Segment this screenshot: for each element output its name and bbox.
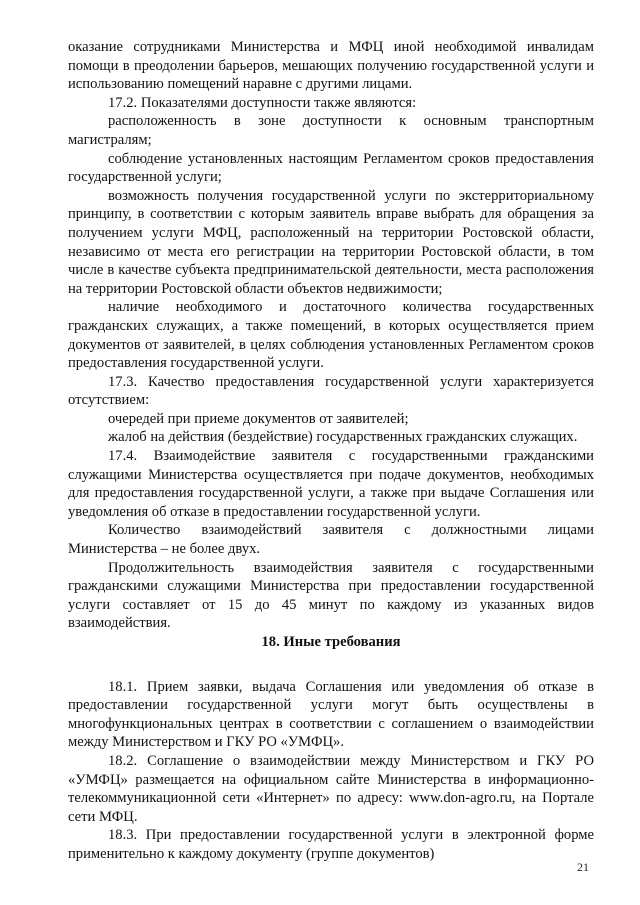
paragraph-complaints: жалоб на действия (бездействие) государственных гражданских служащих. [108,429,578,446]
paragraph-deadlines: соблюдение установленных настоящим Регламентом сроков предоставления государственной услуги; [68,150,594,186]
paragraph-18-3: 18.3. При предоставлении государственной услуги в электронной форме применительно к каждому документу (группе документов) [68,827,594,862]
document-page [68,38,594,864]
paragraph-assistance: оказание сотрудниками Министерства и МФЦ иной необходимой инвалидам помощи в преодолении барьеров, мешающих получению государственной услуги и использованию помещений наравне с другими лицами. [68,39,594,93]
page-number: 21 [577,860,589,874]
paragraph-17-4: 17.4. Взаимодействие заявителя с государственными гражданскими служащими Министерства осуществляется при подаче документов, необходимых для предоставления государственной услуги, а также при выдаче Соглашения или уведомления об отказе в предоставлении государственной услуги. [68,448,594,520]
paragraph-interaction-count: Количество взаимодействий заявителя с должностными лицами Министерства – не более двух. [68,522,594,558]
paragraph-18-2: 18.2. Соглашение о взаимодействии между Министерством и ГКУ РО «УМФЦ» размещается на официальном сайте Министерства в информационно-телекоммуникационной сети «Интернет» по адресу: www.don-agro.ru, на Портале сети МФЦ. [68,752,594,825]
paragraph-transport: расположенность в зоне доступности к основным транспортным магистралям; [68,113,594,148]
paragraph-extraterritorial: возможность получения государственной услуги по экстерриториальному принципу, в соответствии с которым заявитель вправе выбрать для обращения за получением услуги МФЦ, расположенный на территории Ростовской области, независимо от места его регистрации на территории Ростовской области, в том числе в качестве субъекта предпринимательской деятельности, места расположения на территории Ростовской области объектов недвижимости; [68,187,594,297]
paragraph-17-3: 17.3. Качество предоставления государственной услуги характеризуется отсутствием: [68,373,594,409]
paragraph-staff: наличие необходимого и достаточного количества государственных гражданских служащих, а также помещений, в которых осуществляется прием документов от заявителей, в целях соблюдения установленных Регламентом сроков предоставления государственной услуги. [68,299,594,372]
paragraph-interaction-duration: Продолжительность взаимодействия заявителя с государственными гражданскими служащими Министерства при предоставлении государственной услуги составляет от 15 до 45 минут по каждому из указанных видов взаимодействия. [68,559,594,632]
paragraph-17-2: 17.2. Показателями доступности также являются: [108,94,417,111]
section-heading: 18. Иные требования [261,634,401,650]
paragraph-queues: очередей при приеме документов от заявителей; [108,410,409,427]
paragraph-18-1: 18.1. Прием заявки, выдача Соглашения или уведомления об отказе в предоставлении государственной услуги могут быть осуществлены в многофункциональных центрах в соответствии с соглашением о взаимодействии между Министерством и ГКУ РО «УМФЦ». [68,678,594,751]
